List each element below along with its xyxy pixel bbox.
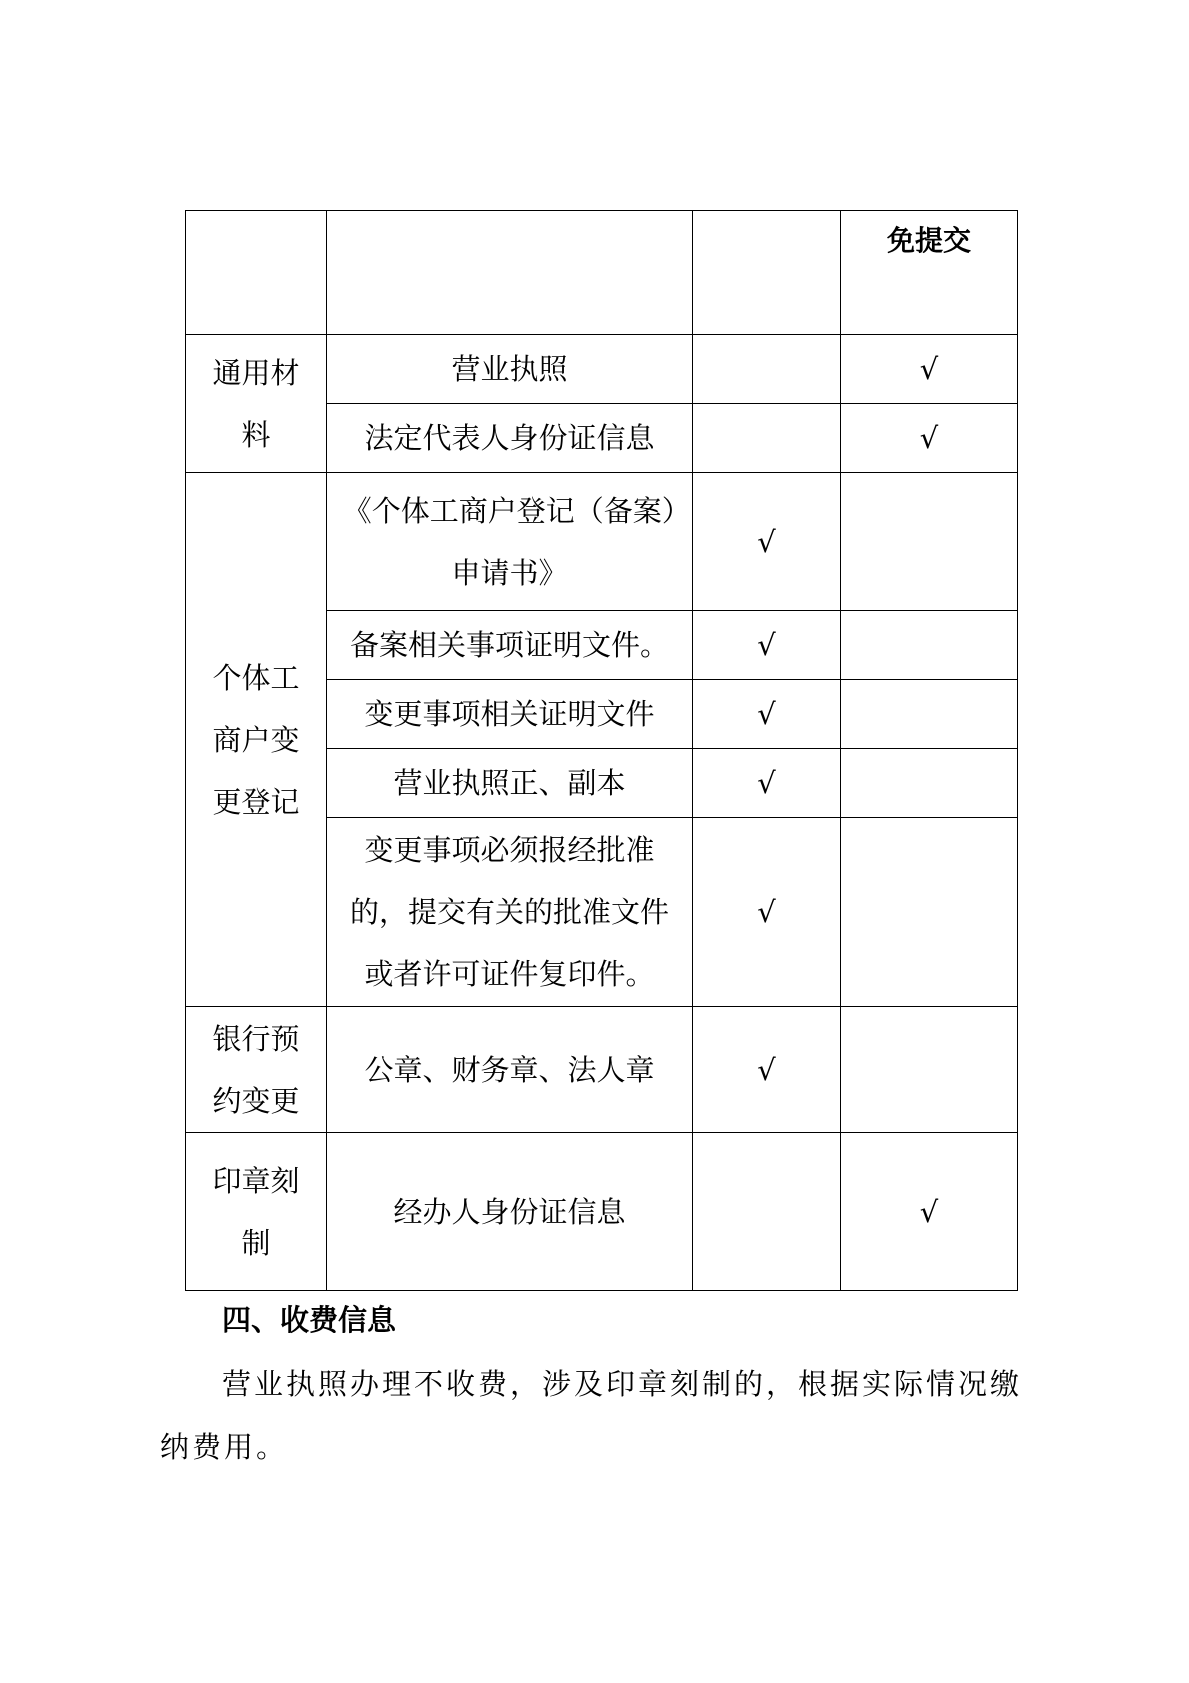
submit-cell: √ <box>693 611 841 680</box>
exempt-cell: √ <box>841 335 1018 404</box>
material-cell: 经办人身份证信息 <box>327 1133 693 1291</box>
table-header-row <box>186 211 1018 335</box>
material-cell: 营业执照 <box>327 335 693 404</box>
material-cell: 备案相关事项证明文件。 <box>327 611 693 680</box>
exempt-cell <box>841 818 1018 1007</box>
header-cell-category <box>186 211 327 335</box>
exempt-cell: √ <box>841 404 1018 473</box>
table-row <box>186 335 1018 404</box>
category-cell: 印章刻制 <box>186 1133 327 1291</box>
material-cell: 公章、财务章、法人章 <box>327 1007 693 1133</box>
material-cell: 法定代表人身份证信息 <box>327 404 693 473</box>
exempt-cell <box>841 611 1018 680</box>
fees-heading: 四、收费信息 <box>222 1303 397 1337</box>
exempt-cell <box>841 473 1018 611</box>
submit-cell: √ <box>693 1007 841 1133</box>
material-cell: 营业执照正、副本 <box>327 749 693 818</box>
submit-cell: √ <box>693 818 841 1007</box>
exempt-header-label: 免提交 <box>886 224 971 257</box>
category-cell: 通用材料 <box>186 335 327 473</box>
submit-cell: √ <box>693 680 841 749</box>
submit-cell <box>693 404 841 473</box>
header-cell-material <box>327 211 693 335</box>
table-row <box>186 473 1018 611</box>
header-cell-submit <box>693 211 841 335</box>
fees-body: 营业执照办理不收费，涉及印章刻制的，根据实际情况缴纳费用。 <box>160 1367 1023 1464</box>
material-cell: 变更事项必须报经批准的，提交有关的批准文件或者许可证件复印件。 <box>327 818 693 1007</box>
category-cell: 个体工商户变更登记 <box>186 473 327 1007</box>
exempt-cell <box>841 1007 1018 1133</box>
submit-cell <box>693 335 841 404</box>
exempt-cell <box>841 680 1018 749</box>
submit-cell: √ <box>693 473 841 611</box>
exempt-cell: √ <box>841 1133 1018 1291</box>
category-cell: 银行预约变更 <box>186 1007 327 1133</box>
submit-cell: √ <box>693 749 841 818</box>
material-cell: 《个体工商户登记（备案）申请书》 <box>327 473 693 611</box>
table-row <box>186 1133 1018 1291</box>
materials-table <box>185 210 1018 1291</box>
exempt-cell <box>841 749 1018 818</box>
material-cell: 变更事项相关证明文件 <box>327 680 693 749</box>
submit-cell <box>693 1133 841 1291</box>
header-cell-exempt <box>841 211 1018 335</box>
table-row <box>186 1007 1018 1133</box>
